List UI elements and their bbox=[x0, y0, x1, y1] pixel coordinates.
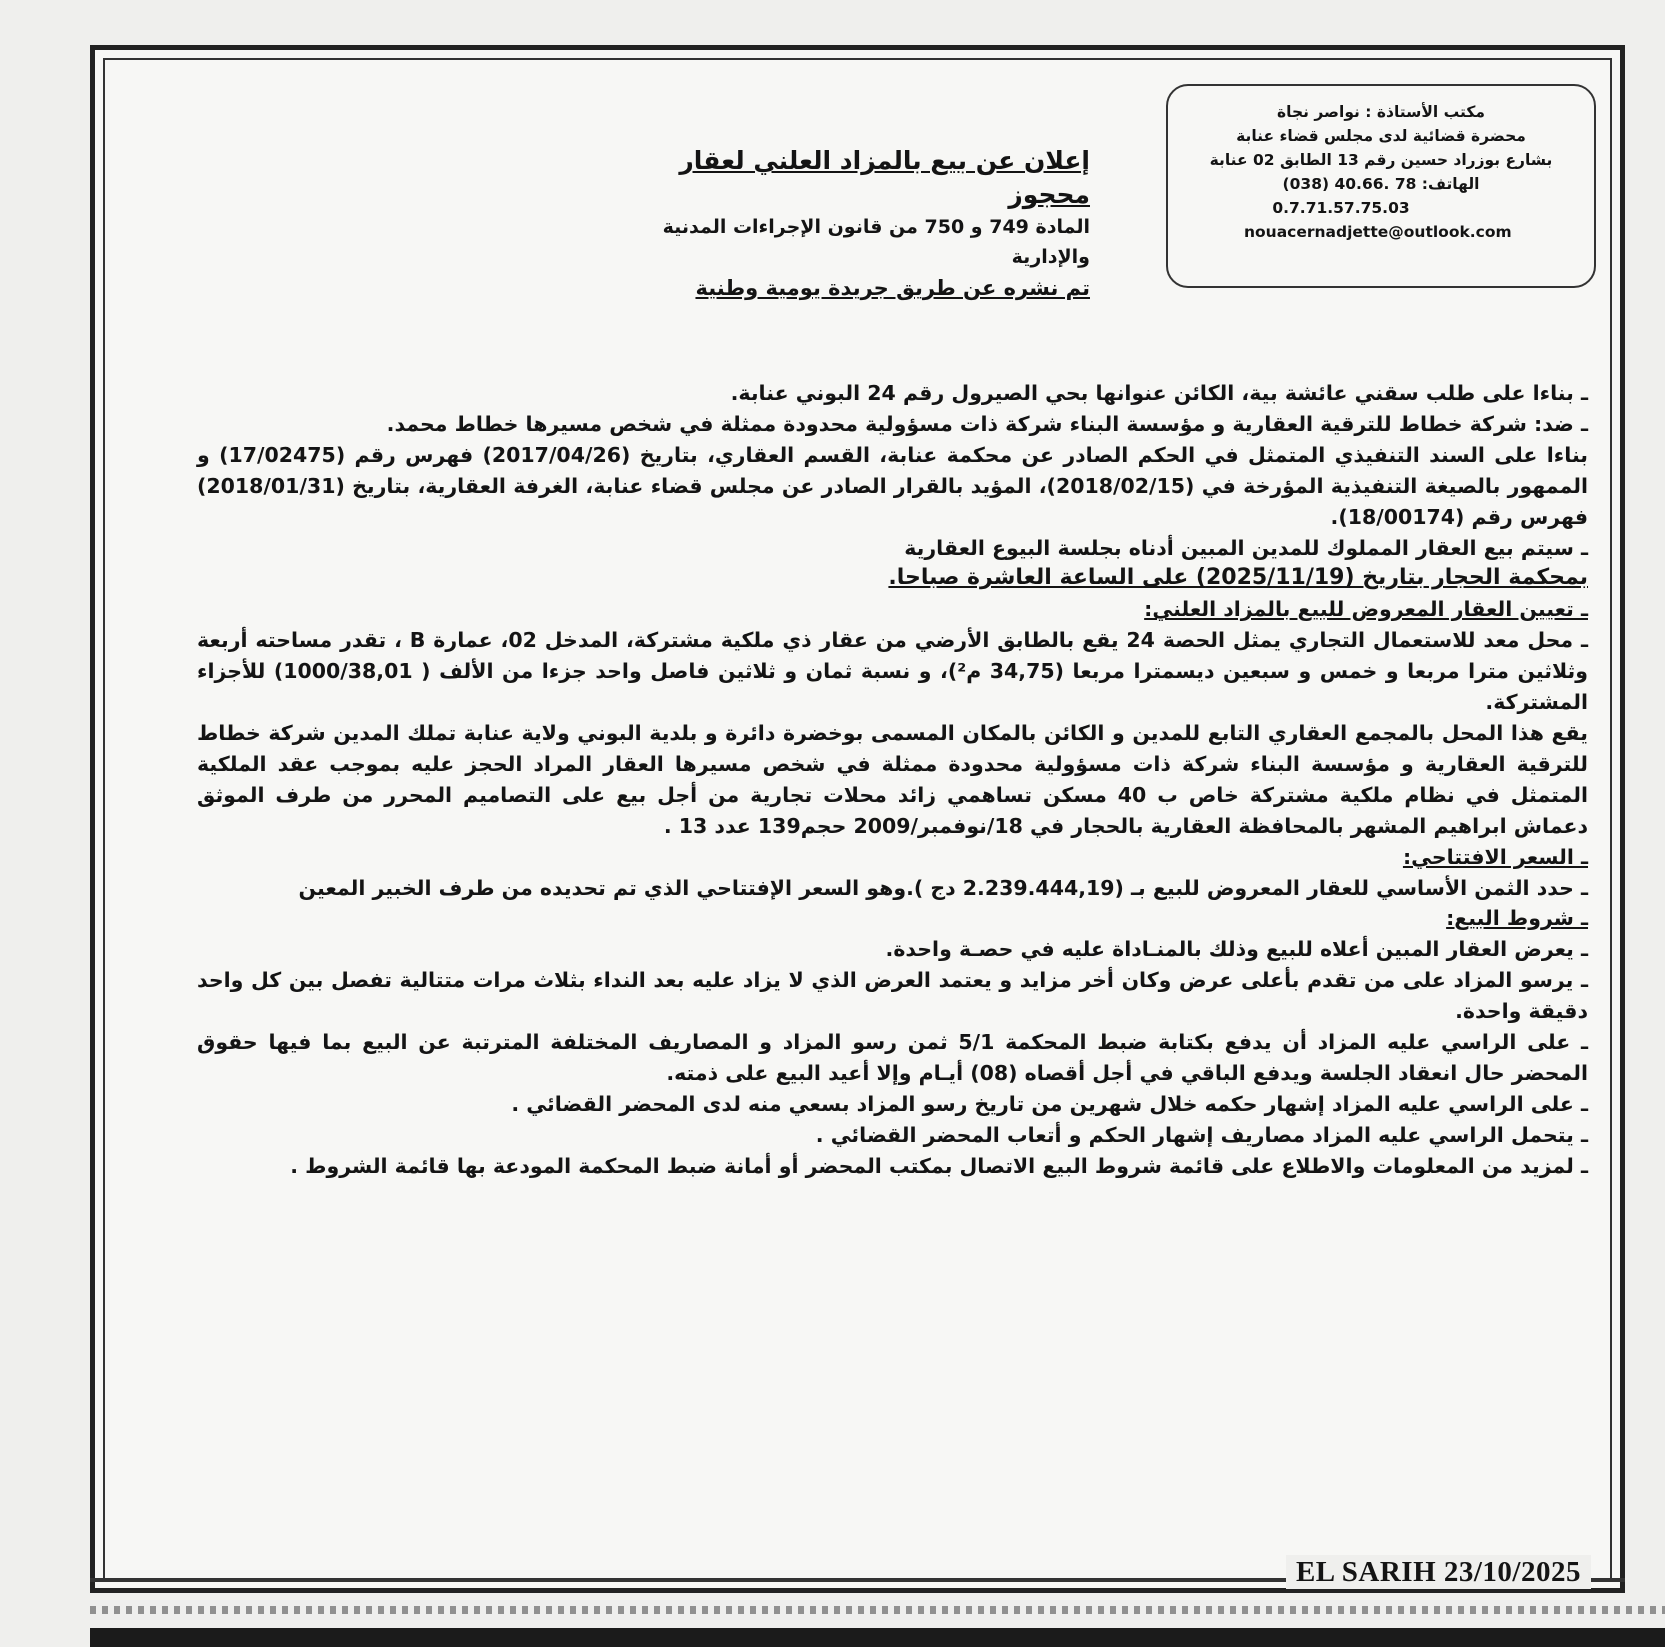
condition-item: ـ يتحمل الراسي عليه المزاد مصاريف إشهار الحكم و أتعاب المحضر القضائي . bbox=[815, 1122, 1588, 1147]
notice-frame bbox=[90, 45, 1625, 1593]
paragraph-against: ـ ضد: شركة خطاط للترقية العقارية و مؤسسة البناء شركة ذات مسؤولية محدودة ممثلة في شخص مسيرها خطاط محمد. bbox=[386, 411, 1588, 436]
condition-item: ـ يعرض العقار المبين أعلاه للبيع وذلك بالمنـاداة عليه في حصـة واحدة. bbox=[885, 937, 1588, 962]
paragraph-opening-price: ـ حدد الثمن الأساسي للعقار المعروض للبيع بـ (2.239.444,19 دج ).وهو السعر الإفتتاحي الذي تم تحديده من طرف الخبير المعين bbox=[298, 875, 1588, 900]
condition-item: ـ يرسو المزاد على من تقدم بأعلى عرض وكان أخر مزايد و يعتمد العرض الذي لا يزاد عليه بعد النداء بثلاث مرات متتالية تفصل بين كل واحد دقيقة واحدة. bbox=[197, 968, 1588, 1024]
paragraph-requester: ـ بناءا على طلب سقني عائشة بية، الكائن عنوانها بحي الصيرول رقم 24 البوني عنابة. bbox=[730, 381, 1588, 405]
paragraph-sale-date: بمحكمة الحجار بتاريخ (2025/11/19) على الساعة العاشرة صباحا. bbox=[888, 565, 1588, 591]
paragraph-sale-session: ـ سيتم بيع العقار المملوك للمدين المبين أدناه بجلسة البيوع العقارية bbox=[904, 535, 1588, 560]
office-mobile: 0.7.71.57.75.03 bbox=[1272, 199, 1410, 217]
notice-subtitle: المادة 749 و 750 من قانون الإجراءات المدنية والإدارية bbox=[662, 216, 1090, 268]
condition-item: ـ لمزيد من المعلومات والاطلاع على قائمة شروط البيع الاتصال بمكتب المحضر أو أمانة ضبط المحكمة المودعة بها قائمة الشروط . bbox=[290, 1153, 1588, 1178]
office-line2: محضرة قضائية لدى مجلس قضاء عنابة bbox=[1236, 127, 1526, 145]
paragraph-property-description: ـ محل معد للاستعمال التجاري يمثل الحصة 24 يقع بالطابق الأرضي من عقار ذي ملكية مشتركة، المدخل 02، عمارة B ، تقدر مساحته أربعة وثلاثين مترا مربعا و خمس و سبعين ديسمترا مربعا (34,75 م²)، و نسبة ثمان و ثلاثين فاصل واحد جزءا من الألف ( 1000/38,01) للأجزاء المشتركة. bbox=[197, 628, 1588, 715]
section-heading-sale-conditions: ـ شروط البيع: bbox=[1446, 906, 1588, 931]
section-heading-property: ـ تعيين العقار المعروض للبيع بالمزاد العلني: bbox=[1144, 597, 1588, 622]
office-address: بشارع بوزراد حسين رقم 13 الطابق 02 عنابة bbox=[1209, 151, 1553, 169]
newspaper-source-date: EL SARIH 23/10/2025 bbox=[1286, 1555, 1591, 1589]
notice-publish-note: تم نشره عن طريق جريدة يومية وطنية bbox=[695, 276, 1090, 300]
condition-item: ـ على الراسي عليه المزاد أن يدفع بكتابة ضبط المحكمة 5/1 ثمن رسو المزاد و المصاريف المختلفة المترتبة عن البيع بما فيها حقوق المحضر حال انعقاد الجلسة ويدفع الباقي في أجل أقصاه (08) أيـام وإلا أعيد البيع على ذمته. bbox=[197, 1030, 1588, 1085]
paragraph-judgment: بناءا على السند التنفيذي المتمثل في الحكم الصادر عن محكمة عنابة، القسم العقاري، بتاريخ (2017/04/26) فهرس رقم (17/02475) و الممهور بالصيغة التنفيذية المؤرخة في (2018/02/15)، المؤيد بالقرار الصادر عن مجلس قضاء عنابة، الغرفة العقارية، بتاريخ (2018/01/31) فهرس رقم (18/00174). bbox=[197, 442, 1589, 529]
section-heading-opening-price: ـ السعر الافتتاحي: bbox=[1402, 844, 1588, 869]
notice-inner-border bbox=[103, 58, 1612, 1580]
print-dot-strip bbox=[90, 1606, 1665, 1614]
notice-heading bbox=[630, 144, 1090, 304]
bailiff-office-box bbox=[1166, 84, 1596, 288]
condition-item: ـ على الراسي عليه المزاد إشهار حكمه خلال شهرين من تاريخ رسو المزاد بسعي منه لدى المحضر القضائي . bbox=[511, 1091, 1588, 1116]
bottom-black-bar bbox=[90, 1628, 1665, 1647]
notice-body bbox=[197, 378, 1588, 1182]
office-title: مكتب الأستاذة : نواصر نجاة bbox=[1277, 103, 1485, 121]
notice-title: إعلان عن بيع بالمزاد العلني لعقار محجوز bbox=[679, 146, 1090, 209]
office-phone: الهاتف: 78 .40.66 (038) bbox=[1282, 175, 1480, 193]
office-email: nouacernadjette@outlook.com bbox=[1244, 223, 1512, 241]
paragraph-property-location: يقع هذا المحل بالمجمع العقاري التابع للمدين و الكائن بالمكان المسمى بوخضرة دائرة و بلدية البوني ولاية عنابة تملك المدين شركة خطاط للترقية العقارية و مؤسسة البناء شركة ذات مسؤولية محدودة ممثلة في شخص مسيرها العقار المراد الحجز عليه بموجب عقد الملكية المتمثل في نظام ملكية مشتركة خاص ب 40 مسكن تساهمي زائد محلات تجارية من أجل بيع على التصاميم المحرر من طرف الموثق دعماش ابراهيم المشهر بالمحافظة العقارية بالحجار في 18/نوفمبر/2009 حجم139 عدد 13 . bbox=[197, 720, 1588, 838]
